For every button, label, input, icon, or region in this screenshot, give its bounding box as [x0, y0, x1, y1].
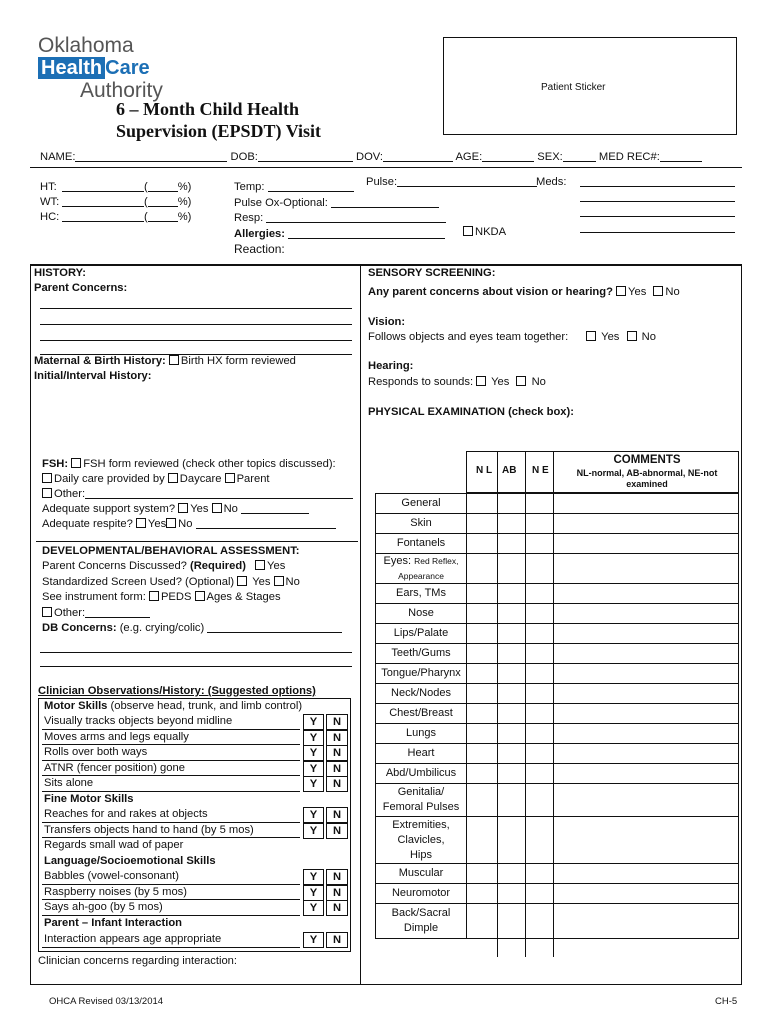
ages-label: Ages & Stages	[206, 591, 281, 603]
yes-cell[interactable]	[303, 776, 324, 792]
birth-hx-checkbox[interactable]	[169, 355, 179, 365]
screen-no-checkbox[interactable]	[274, 576, 284, 586]
screen-yes-label: Yes	[252, 575, 271, 588]
motor-note: (observe head, trunk, and limb control)	[110, 700, 303, 712]
hearing-yes-checkbox[interactable]	[476, 376, 486, 386]
hc-pct-close: %)	[177, 211, 192, 223]
name-label: NAME:	[40, 151, 76, 163]
meds-line-4[interactable]	[580, 232, 735, 233]
clinician-item: Visually tracks objects beyond midline	[44, 715, 233, 727]
pulse-label: Pulse:	[366, 176, 398, 188]
ages-checkbox[interactable]	[195, 591, 205, 601]
parent-concerns-line-3[interactable]	[40, 340, 352, 341]
pe-row-label: Muscular	[398, 867, 444, 879]
vision-no-label: No	[641, 331, 656, 343]
support-yes-label: Yes	[190, 503, 209, 515]
yes-cell[interactable]	[303, 807, 324, 823]
ohca-logo	[38, 36, 163, 100]
pulse-field[interactable]	[397, 176, 537, 187]
initial-history-label: Initial/Interval History:	[34, 370, 152, 382]
clinician-item: Moves arms and legs equally	[44, 730, 189, 743]
patient-sticker-label: Patient Sticker	[541, 82, 606, 93]
dov-field[interactable]	[383, 151, 453, 162]
no-label: N	[332, 731, 342, 744]
pe-row-name	[375, 883, 467, 904]
pe-row-cells[interactable]	[466, 816, 739, 864]
pe-row-cells[interactable]	[466, 743, 739, 764]
ht-pct-field[interactable]	[148, 181, 178, 192]
pe-row-name	[375, 703, 467, 724]
vital-signs	[234, 180, 446, 258]
respite-yes-label: Yes	[147, 518, 167, 530]
pe-row-name	[375, 643, 467, 664]
no-cell[interactable]	[326, 900, 348, 916]
history-heading: HISTORY:	[34, 267, 87, 279]
meds-line-2[interactable]	[580, 201, 735, 202]
meds-line-1[interactable]	[580, 186, 735, 187]
pe-row-label: Lungs	[406, 727, 436, 739]
parent-concerns-label: Parent Concerns:	[34, 282, 128, 294]
yes-label: Y	[309, 731, 318, 744]
pe-row-label: Extremities,	[392, 818, 450, 831]
pe-row-cells[interactable]	[466, 863, 739, 884]
pe-row-cells[interactable]	[466, 883, 739, 904]
motor-heading-row	[44, 700, 302, 713]
clinician-item: Transfers objects hand to hand (by 5 mos)	[44, 823, 254, 836]
clinician-item-line	[42, 837, 300, 838]
pe-row-cells[interactable]	[466, 603, 739, 624]
pe-row-label: Nose	[408, 607, 434, 619]
age-field[interactable]	[482, 151, 534, 162]
pe-row-label: Back/Sacral	[391, 907, 451, 919]
pe-row-cells[interactable]	[466, 643, 739, 664]
pe-row-label: Tongue/Pharynx	[381, 667, 461, 679]
pe-row-name	[375, 763, 467, 784]
clinician-subheading: Fine Motor Skills	[44, 792, 134, 805]
no-cell[interactable]	[326, 823, 348, 839]
vision-yes-label: Yes	[601, 331, 620, 343]
sensory-yes-checkbox[interactable]	[616, 286, 626, 296]
wt-pct-open: (	[144, 196, 148, 208]
pe-row-label-2: Dimple	[403, 922, 439, 934]
maternal-label: Maternal & Birth History:	[34, 355, 166, 367]
no-label: N	[332, 778, 342, 790]
yes-label: Y	[309, 934, 318, 946]
nkda-label: NKDA	[475, 226, 507, 238]
nkda-checkbox[interactable]	[463, 226, 473, 236]
db-concerns-field[interactable]	[207, 622, 342, 633]
db-concerns-label: DB Concerns:	[42, 622, 117, 634]
ht-field[interactable]	[62, 181, 144, 192]
clinician-item: Reaches for and rakes at objects	[44, 808, 208, 820]
pe-row-cells[interactable]	[466, 533, 739, 554]
daily-care-checkbox[interactable]	[42, 473, 52, 483]
yes-label: Y	[309, 747, 318, 759]
pe-row-name	[375, 863, 467, 884]
resp-label: Resp:	[234, 212, 264, 224]
pe-row-cells[interactable]	[466, 493, 739, 514]
hc-label: HC:	[40, 211, 60, 223]
pe-row-cells[interactable]	[466, 903, 739, 939]
daycare-label: Daycare	[179, 473, 222, 485]
temp-field[interactable]	[268, 181, 354, 192]
hearing-row	[368, 376, 546, 389]
pe-row-cells[interactable]	[466, 553, 739, 584]
pe-row-name	[375, 743, 467, 764]
pe-row-label-3: Hips	[409, 848, 432, 861]
ht-pct-open: (	[144, 181, 148, 193]
clinician-item: Rolls over both ways	[44, 746, 148, 758]
clinician-item-line	[42, 915, 300, 916]
pe-row-name	[375, 553, 467, 584]
pe-row-label: Lips/Palate	[393, 627, 449, 639]
dev-other-checkbox[interactable]	[42, 607, 52, 617]
clinician-item: ATNR (fencer position) gone	[44, 761, 185, 774]
screen-label: Standardized Screen Used? (Optional)	[42, 575, 235, 588]
yes-cell[interactable]	[303, 900, 324, 916]
sensory-no-checkbox[interactable]	[653, 286, 663, 296]
pe-row-label: Chest/Breast	[389, 707, 453, 719]
pe-eyes-sub2: Appearance	[398, 570, 444, 581]
sensory-concern-row	[368, 286, 680, 299]
left-border	[30, 264, 31, 984]
pe-row-name	[375, 783, 467, 817]
ht-label: HT:	[40, 181, 57, 193]
pe-comments-heading: COMMENTS	[613, 454, 681, 466]
respite-no-checkbox[interactable]	[166, 518, 176, 528]
nkda-group	[463, 226, 506, 239]
support-no-label: No	[223, 503, 238, 515]
dov-label: DOV:	[356, 151, 383, 163]
logo-health: Health	[38, 57, 105, 79]
pulse-ox-field[interactable]	[331, 197, 439, 208]
yes-label: Y	[309, 902, 318, 914]
clinician-item: Sits alone	[44, 777, 94, 789]
sensory-yes-label: Yes	[628, 286, 647, 298]
ht-pct-close: %)	[177, 181, 192, 193]
peds-label: PEDS	[160, 591, 192, 603]
yes-label: Y	[309, 886, 318, 899]
footer-page: CH-5	[715, 996, 738, 1007]
yes-label: Y	[309, 809, 318, 821]
dob-field[interactable]	[258, 151, 353, 162]
wt-field[interactable]	[62, 196, 144, 207]
medrec-label: MED REC#:	[598, 151, 660, 163]
pe-row-cells[interactable]	[466, 583, 739, 604]
clinician-subheading: Language/Socioemotional Skills	[44, 854, 216, 867]
pe-row-cells[interactable]	[466, 623, 739, 644]
no-cell[interactable]	[326, 869, 348, 885]
pe-row-cells[interactable]	[466, 683, 739, 704]
pe-row-name	[375, 603, 467, 624]
yes-label: Y	[309, 762, 318, 775]
sensory-concern-label: Any parent concerns about vision or hearing?	[368, 286, 613, 298]
page-title	[116, 98, 321, 142]
pe-row-label: Teeth/Gums	[391, 647, 451, 659]
clinician-item-line	[42, 822, 300, 823]
parent-checkbox[interactable]	[225, 473, 235, 483]
yes-cell[interactable]	[303, 932, 324, 948]
clinician-item: Interaction appears age appropriate	[44, 933, 222, 945]
fsh-other-field[interactable]	[85, 488, 353, 499]
logo-care: Care	[105, 57, 150, 79]
pe-row-name	[375, 583, 467, 604]
yes-cell[interactable]	[303, 823, 324, 839]
yes-cell[interactable]	[303, 730, 324, 746]
pe-row-name	[375, 723, 467, 744]
pe-row-label: Neck/Nodes	[391, 687, 451, 699]
pe-row-cells[interactable]	[466, 663, 739, 684]
footer-revised: OHCA Revised 03/13/2014	[49, 996, 164, 1007]
pe-row-label: Skin	[410, 517, 432, 529]
pe-row-name	[375, 513, 467, 534]
screen-no-label: No	[285, 575, 300, 588]
no-label: N	[332, 902, 342, 914]
yes-cell[interactable]	[303, 745, 324, 761]
wt-label: WT:	[40, 196, 60, 208]
no-label: N	[332, 886, 342, 899]
clinician-item-line	[42, 775, 300, 776]
discussed-yes-label: Yes	[267, 560, 286, 572]
vision-label: Vision:	[368, 316, 406, 328]
no-label: N	[332, 824, 342, 837]
clinician-heading: Clinician Observations/History: (Suggested options)	[38, 685, 316, 697]
no-cell[interactable]	[326, 932, 348, 948]
clinician-concerns-label: Clinician concerns regarding interaction:	[38, 955, 237, 967]
no-cell[interactable]	[326, 761, 348, 777]
hearing-no-label: No	[531, 376, 546, 388]
clinician-item: Says ah-goo (by 5 mos)	[44, 901, 163, 913]
pulse-ox-label: Pulse Ox-Optional:	[234, 196, 328, 209]
pe-row-name	[375, 533, 467, 554]
temp-label: Temp:	[234, 181, 265, 193]
yes-label: Y	[309, 824, 318, 837]
no-cell[interactable]	[326, 807, 348, 823]
hc-pct-field[interactable]	[148, 211, 178, 222]
no-label: N	[332, 934, 342, 946]
no-label: N	[332, 809, 342, 821]
age-label: AGE:	[455, 151, 483, 163]
yes-cell[interactable]	[303, 869, 324, 885]
pe-col-nl: N L	[476, 465, 493, 476]
no-cell[interactable]	[326, 714, 348, 730]
pe-row-name	[375, 816, 467, 864]
hc-pct-open: (	[144, 211, 148, 223]
motor-heading: Motor Skills	[44, 700, 108, 712]
support-field[interactable]	[241, 503, 309, 514]
resp-field[interactable]	[266, 212, 446, 223]
main-bottom-border	[30, 984, 742, 985]
allergies-label: Allergies:	[234, 227, 285, 240]
pe-row-label: Fontanels	[396, 537, 446, 549]
support-no-checkbox[interactable]	[212, 503, 222, 513]
vision-row	[368, 331, 656, 344]
pe-row-cells[interactable]	[466, 703, 739, 724]
no-label: N	[332, 716, 342, 728]
no-label: N	[332, 762, 342, 775]
pe-row-name	[375, 493, 467, 514]
db-line-3[interactable]	[40, 666, 352, 667]
meds-line-3[interactable]	[580, 216, 735, 217]
vision-question: Follows objects and eyes team together:	[368, 331, 569, 343]
logo-line3: Authority	[80, 79, 163, 102]
pe-row-name	[375, 623, 467, 644]
clinician-item-line	[42, 791, 300, 792]
vision-no-checkbox[interactable]	[627, 331, 637, 341]
pe-row-name	[375, 683, 467, 704]
no-cell[interactable]	[326, 745, 348, 761]
discussed-yes-checkbox[interactable]	[255, 560, 265, 570]
respite-no-label: No	[178, 518, 193, 530]
title-line1: 6 – Month Child Health	[116, 99, 300, 119]
clinician-item: Regards small wad of paper	[44, 839, 184, 851]
respite-yes-checkbox[interactable]	[136, 518, 146, 528]
right-border	[741, 264, 742, 984]
center-divider	[360, 264, 361, 984]
fsh-other-checkbox[interactable]	[42, 488, 52, 498]
yes-label: Y	[309, 778, 318, 790]
pe-eyes-sub1: Red Reflex,	[414, 555, 459, 566]
no-label: N	[332, 871, 342, 883]
sex-label: SEX:	[537, 151, 563, 163]
sensory-no-label: No	[665, 286, 680, 298]
fsh-text: FSH form reviewed (check other topics discussed):	[83, 458, 336, 470]
daycare-checkbox[interactable]	[168, 473, 178, 483]
pe-row-label: Eyes:	[383, 554, 412, 567]
pe-row-label-2: Femoral Pulses	[382, 801, 460, 813]
required-label: (Required)	[190, 560, 246, 572]
pe-row-name	[375, 903, 467, 939]
pe-row-label: Ears, TMs	[396, 587, 446, 599]
sensory-heading: SENSORY SCREENING:	[368, 267, 496, 279]
dev-divider	[36, 541, 358, 542]
hearing-label: Hearing:	[368, 360, 414, 372]
yes-cell[interactable]	[303, 714, 324, 730]
pe-legend	[555, 468, 739, 490]
discussed-label: Parent Concerns Discussed?	[42, 560, 187, 572]
dev-section	[42, 559, 342, 637]
clinician-item-line	[42, 729, 300, 730]
db-example: (e.g. crying/colic)	[119, 622, 205, 634]
parent-concerns-line-1[interactable]	[40, 308, 352, 309]
pulse-group	[366, 176, 537, 189]
clinician-item-line	[42, 760, 300, 761]
maternal-history	[34, 355, 296, 368]
clinician-item-line	[42, 899, 300, 900]
header-divider	[30, 167, 742, 168]
screen-yes-checkbox[interactable]	[237, 576, 247, 586]
pe-row-cells[interactable]	[466, 723, 739, 744]
vision-yes-checkbox[interactable]	[586, 331, 596, 341]
meds-label: Meds:	[536, 176, 567, 188]
pe-heading-row	[368, 406, 574, 419]
pe-col-ab: AB	[502, 465, 517, 476]
wt-pct-close: %)	[177, 196, 192, 208]
clinician-item-line	[42, 947, 300, 948]
clinician-item-line	[42, 744, 300, 745]
birth-hx-label: Birth HX form reviewed	[180, 355, 296, 367]
yes-label: Y	[309, 871, 318, 883]
fsh-checkbox[interactable]	[71, 458, 81, 468]
pe-row-name	[375, 663, 467, 684]
parent-concerns-line-2[interactable]	[40, 324, 352, 325]
header-fields	[40, 151, 702, 164]
dev-heading: DEVELOPMENTAL/BEHAVIORAL ASSESSMENT:	[42, 545, 300, 557]
no-cell[interactable]	[326, 885, 348, 901]
yes-cell[interactable]	[303, 761, 324, 777]
clinician-item: Babbles (vowel-consonant)	[44, 870, 179, 882]
pe-row-label: Heart	[407, 747, 435, 759]
hearing-yes-label: Yes	[491, 376, 510, 388]
respite-label: Adequate respite?	[42, 518, 133, 530]
fsh-section	[42, 457, 353, 532]
pe-row-cells[interactable]	[466, 513, 739, 534]
pe-row-label: General	[401, 497, 441, 509]
fsh-label: FSH:	[42, 458, 69, 470]
support-yes-checkbox[interactable]	[178, 503, 188, 513]
patient-sticker-box	[443, 37, 737, 135]
main-top-border	[30, 264, 742, 266]
no-cell[interactable]	[326, 730, 348, 746]
pe-col-ne: N E	[532, 465, 549, 476]
instrument-label: See instrument form:	[42, 591, 146, 603]
parent-label: Parent	[236, 473, 270, 485]
pe-row-label: Genitalia/	[397, 786, 445, 798]
yes-label: Y	[309, 716, 318, 728]
clinician-item: Raspberry noises (by 5 mos)	[44, 885, 188, 898]
hearing-question: Responds to sounds:	[368, 376, 474, 388]
hc-field[interactable]	[62, 211, 144, 222]
fsh-other-label: Other:	[54, 488, 86, 500]
medrec-field[interactable]	[660, 151, 702, 162]
pe-row-cells[interactable]	[466, 783, 739, 817]
logo-line1: Oklahoma	[38, 34, 134, 57]
pe-row-label-2: Clavicles,	[397, 833, 445, 846]
dev-other-field[interactable]	[85, 607, 150, 618]
pe-legend-1: NL-normal, AB-abnormal, NE-not	[576, 468, 718, 478]
no-cell[interactable]	[326, 776, 348, 792]
title-line2: Supervision (EPSDT) Visit	[116, 121, 322, 141]
sex-field[interactable]	[563, 151, 596, 162]
dev-other-label: Other:	[54, 606, 86, 619]
allergies-field[interactable]	[288, 228, 445, 239]
clinician-item-line	[42, 884, 300, 885]
peds-checkbox[interactable]	[149, 591, 159, 601]
pe-legend-2: examined	[626, 479, 668, 489]
hearing-no-checkbox[interactable]	[516, 376, 526, 386]
pe-row-label: Abd/Umbilicus	[385, 767, 457, 779]
respite-field[interactable]	[196, 518, 336, 529]
db-line-2[interactable]	[40, 652, 352, 653]
clinician-subheading: Parent – Infant Interaction	[44, 916, 183, 929]
support-label: Adequate support system?	[42, 503, 176, 515]
name-field[interactable]	[75, 151, 227, 162]
pe-row-cells[interactable]	[466, 763, 739, 784]
pe-heading: PHYSICAL EXAMINATION	[368, 406, 505, 418]
dob-label: DOB:	[230, 151, 258, 163]
pe-heading-note: (check box):	[508, 406, 574, 418]
wt-pct-field[interactable]	[148, 196, 178, 207]
no-label: N	[332, 747, 342, 759]
reaction-label: Reaction:	[234, 242, 285, 256]
pe-row-label: Neuromotor	[391, 887, 451, 899]
growth-fields	[40, 180, 191, 225]
yes-cell[interactable]	[303, 885, 324, 901]
daily-care-label: Daily care provided by	[54, 473, 165, 485]
